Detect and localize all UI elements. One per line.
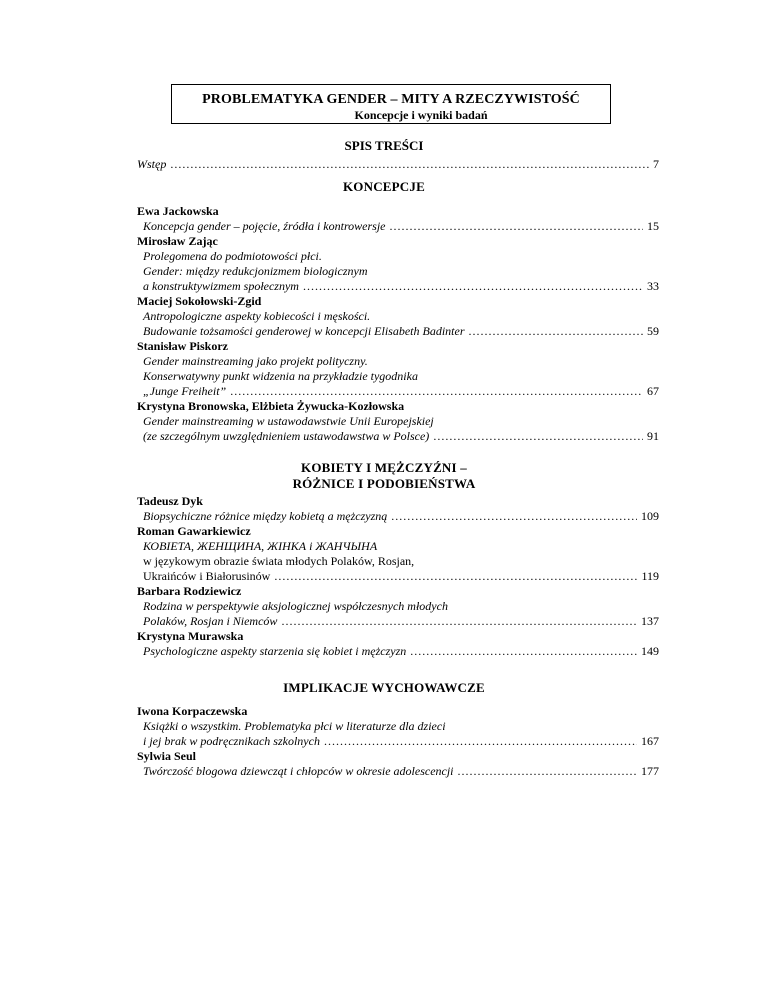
section-title: IMPLIKACJE WYCHOWAWCZE: [283, 680, 485, 695]
entry-title: Ukraińców i Białorusinów: [143, 569, 271, 583]
toc-entry[interactable]: [137, 279, 659, 294]
page-number: 33: [647, 279, 659, 293]
author: Krystyna Murawska: [137, 629, 244, 643]
dot-leader: [274, 569, 637, 584]
page-number: 167: [641, 734, 659, 748]
entry-title: Polaków, Rosjan i Niemców: [143, 614, 278, 628]
section-kobiety: [137, 494, 659, 659]
dot-leader: [390, 219, 643, 234]
section-koncepcje: [137, 204, 659, 444]
page-number: 137: [641, 614, 659, 628]
dot-leader: [469, 324, 643, 339]
toc-entry[interactable]: [137, 644, 659, 659]
book-title: PROBLEMATYKA GENDER – MITY A RZECZYWISTOŚĆ: [202, 92, 580, 107]
page-number: 91: [647, 429, 659, 443]
page-number: 15: [647, 219, 659, 233]
page-number: 177: [641, 764, 659, 778]
author: Tadeusz Dyk: [137, 494, 203, 508]
entry-title: Budowanie tożsamości genderowej w koncepcji Elisabeth Badinter: [143, 324, 465, 338]
entry-title-line: Gender mainstreaming w ustawodawstwie Unii Europejskiej: [143, 414, 434, 428]
page-number: 67: [647, 384, 659, 398]
entry-title-line: Konserwatywny punkt widzenia na przykładzie tygodnika: [143, 369, 418, 383]
dot-leader: [391, 509, 637, 524]
entry-title: (ze szczególnym uwzględnieniem ustawodawstwa w Polsce): [143, 429, 430, 443]
author: Krystyna Bronowska, Elżbieta Żywucka-Kozłowska: [137, 399, 405, 413]
section-title-line: RÓŻNICE I PODOBIEŃSTWA: [292, 476, 476, 491]
author: Sylwia Seul: [137, 749, 197, 763]
entry-title: i jej brak w podręcznikach szkolnych: [143, 734, 320, 748]
section-implikacje: [137, 704, 659, 779]
page-number: 149: [641, 644, 659, 658]
author: Mirosław Zając: [137, 234, 218, 248]
toc-heading: SPIS TREŚCI: [344, 138, 424, 153]
author: Ewa Jackowska: [137, 204, 219, 218]
dot-leader: [458, 764, 637, 779]
toc-entry[interactable]: [137, 734, 659, 749]
entry-title-line: Rodzina w perspektywie aksjologicznej współczesnych młodych: [143, 599, 448, 613]
dot-leader: [433, 429, 643, 444]
entry-title: „Junge Freiheit”: [143, 384, 227, 398]
section-title: [0, 460, 768, 492]
author: Maciej Sokołowski-Zgid: [137, 294, 262, 308]
entry-title-line: Prolegomena do podmiotowości płci.: [143, 249, 322, 263]
entry-title-line: w językowym obrazie świata młodych Polaków, Rosjan,: [143, 554, 415, 568]
toc-entry[interactable]: [137, 219, 659, 234]
entry-title: Psychologiczne aspekty starzenia się kobiet i mężczyzn: [143, 644, 407, 658]
dot-leader: [281, 614, 637, 629]
author: Roman Gawarkiewicz: [137, 524, 251, 538]
entry-title-line: КОВІЕТА, ЖЕНЩИНА, ЖІНКА i ЖАНЧЫНА: [143, 539, 378, 553]
book-subtitle: Koncepcje i wyniki badań: [354, 108, 488, 122]
entry-title: Wstęp: [137, 157, 167, 171]
page-number: 7: [653, 157, 659, 171]
dot-leader: [324, 734, 637, 749]
entry-title: Twórczość blogowa dziewcząt i chłopców w okresie adolescencji: [143, 764, 454, 778]
entry-title: a konstruktywizmem społecznym: [143, 279, 299, 293]
entry-title-line: Gender: między redukcjonizmem biologicznym: [143, 264, 368, 278]
toc-entry[interactable]: [137, 764, 659, 779]
page-number: 119: [641, 569, 659, 583]
toc-entry[interactable]: [137, 569, 659, 584]
toc-entry[interactable]: [137, 614, 659, 629]
dot-leader: [170, 157, 649, 172]
author: Stanisław Piskorz: [137, 339, 229, 353]
dot-leader: [410, 644, 637, 659]
title-box: [171, 84, 611, 124]
section-title-line: KOBIETY I MĘŻCZYŹNI –: [301, 460, 467, 475]
author: Iwona Korpaczewska: [137, 704, 248, 718]
section-title: KONCEPCJE: [343, 179, 425, 194]
entry-title-line: Gender mainstreaming jako projekt polityczny.: [143, 354, 368, 368]
dot-leader: [303, 279, 643, 294]
entry-title-line: Antropologiczne aspekty kobiecości i męskości.: [143, 309, 371, 323]
toc-intro[interactable]: [137, 157, 659, 172]
toc-entry[interactable]: [137, 384, 659, 399]
toc-entry[interactable]: [137, 157, 659, 172]
toc-entry[interactable]: [137, 429, 659, 444]
entry-title: Koncepcja gender – pojęcie, źródła i kontrowersje: [143, 219, 386, 233]
page-number: 109: [641, 509, 659, 523]
page-number: 59: [647, 324, 659, 338]
toc-entry[interactable]: [137, 324, 659, 339]
dot-leader: [230, 384, 643, 399]
toc-entry[interactable]: [137, 509, 659, 524]
entry-title-line: Książki o wszystkim. Problematyka płci w literaturze dla dzieci: [143, 719, 446, 733]
entry-title: Biopsychiczne różnice między kobietą a mężczyzną: [143, 509, 388, 523]
author: Barbara Rodziewicz: [137, 584, 242, 598]
